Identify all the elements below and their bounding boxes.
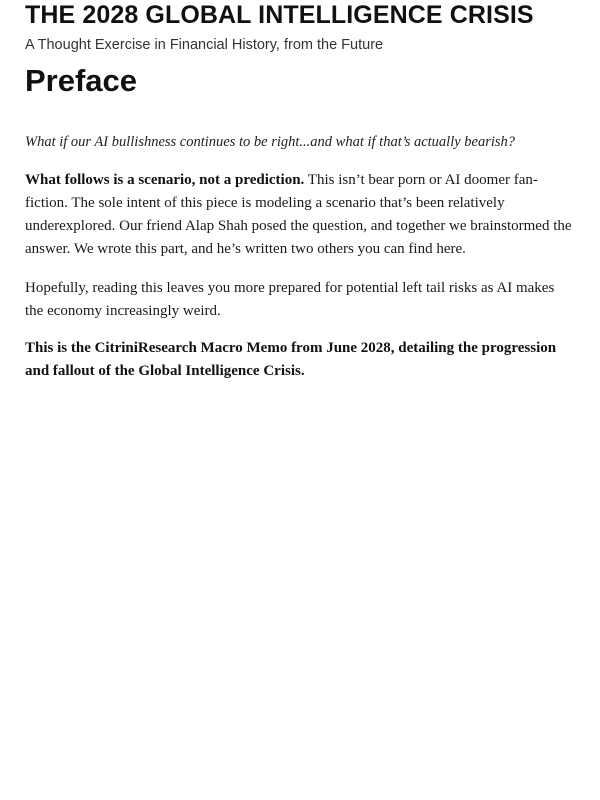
lede-question: What if our AI bullishness continues to be right...and what if that’s actually bearish?: [25, 134, 516, 150]
paragraph-preparedness: Hopefully, reading this leaves you more prepared for potential left tail risks as AI makes the economy increasingly weird.: [25, 280, 555, 319]
paragraph-scenario-lead: What follows is a scenario, not a prediction.: [25, 172, 305, 188]
paragraph-scenario: [25, 169, 575, 261]
article-title: THE 2028 GLOBAL INTELLIGENCE CRISIS: [25, 1, 534, 29]
section-heading: Preface: [25, 63, 138, 98]
article-subtitle: A Thought Exercise in Financial History, from the Future: [25, 37, 384, 53]
article: [25, 0, 575, 383]
paragraph-scenario-body: This isn’t bear porn or AI doomer fan-fiction. The sole intent of this piece is modeling a scenario that’s been relatively underexplored. Our friend Alap Shah posed the question, and together we brainstormed the answer. We wrote this part, and he’s written two others you can find here.: [25, 172, 572, 257]
paragraph-memo-intro: This is the CitriniResearch Macro Memo from June 2028, detailing the progression and fallout of the Global Intelligence Crisis.: [25, 340, 557, 379]
